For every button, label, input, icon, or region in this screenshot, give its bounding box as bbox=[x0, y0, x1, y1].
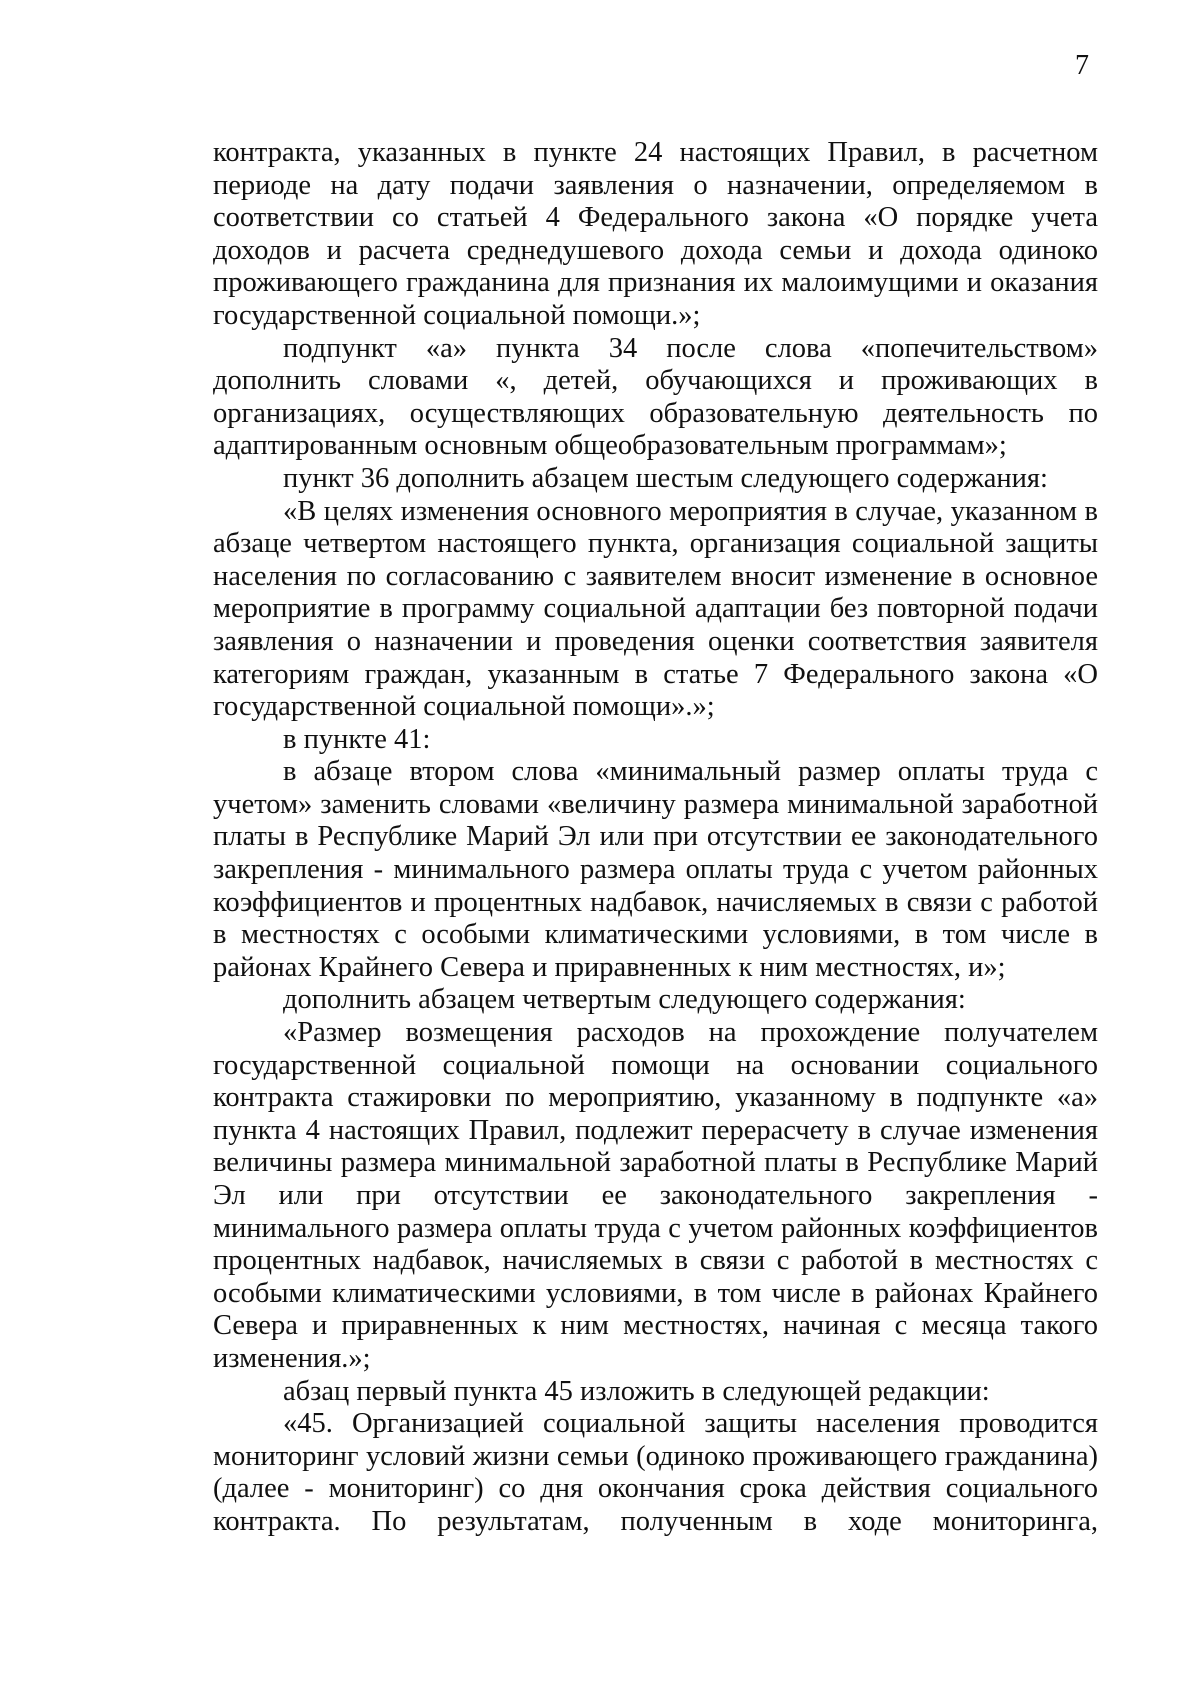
paragraph-1: контракта, указанных в пункте 24 настоящих Правил, в расчетном периоде на дату подачи заявления о назначении, определяемом в соответствии со статьей 4 Федерального закона «О порядке учета доходов и расчета среднедушевого дохода семьи и дохода одиноко проживающего гражданина для признания их малоимущими и оказания государственной социальной помощи.»; bbox=[213, 137, 1098, 331]
paragraph-10: «45. Организацией социальной защиты населения проводится мониторинг условий жизни семьи (одиноко проживающего гражданина) (далее - мониторинг) со дня окончания срока действия социального контракта. По результатам, полученным в ходе мониторинга, bbox=[213, 1408, 1098, 1537]
document-body bbox=[213, 137, 1098, 1539]
paragraph-2: подпункт «а» пункта 34 после слова «попечительством» дополнить словами «, детей, обучающихся и проживающих в организациях, осуществляющих образовательную деятельность по адаптированным основным общеобразовательным программам»; bbox=[213, 332, 1098, 462]
page-number: 7 bbox=[1075, 50, 1089, 81]
paragraph-5: в пункте 41: bbox=[283, 723, 431, 755]
paragraph-6: в абзаце втором слова «минимальный размер оплаты труда с учетом» заменить словами «величину размера минимальной заработной платы в Республике Марий Эл или при отсутствии ее законодательного закрепления - минимального размера оплаты труда с учетом районных коэффициентов и процентных надбавок, начисляемых в связи с работой в местностях с особыми климатическими условиями, в том числе в районах Крайнего Севера и приравненных к ним местностях, и»; bbox=[213, 756, 1098, 983]
paragraph-4: «В целях изменения основного мероприятия в случае, указанном в абзаце четвертом настоящего пункта, организация социальной защиты населения по согласованию с заявителем вносит изменение в основное мероприятие в программу социальной адаптации без повторной подачи заявления о назначении и проведения оценки соответствия заявителя категориям граждан, указанным в статье 7 Федерального закона «О государственной социальной помощи».»; bbox=[213, 495, 1098, 723]
paragraph-8: «Размер возмещения расходов на прохождение получателем государственной социальной помощи на основании социального контракта стажировки по мероприятию, указанному в подпункте «а» пункта 4 настоящих Правил, подлежит перерасчету в случае изменения величины размера минимальной заработной платы в Республике Марий Эл или при отсутствии ее законодательного закрепления - минимального размера оплаты труда с учетом районных коэффициентов процентных надбавок, начисляемых в связи с работой в местностях с особыми климатическими условиями, в том числе в районах Крайнего Севера и приравненных к ним местностях, начиная с месяца такого изменения.»; bbox=[213, 1017, 1098, 1374]
paragraph-9: абзац первый пункта 45 изложить в следующей редакции: bbox=[283, 1375, 990, 1407]
paragraph-7: дополнить абзацем четвертым следующего содержания: bbox=[283, 984, 966, 1016]
paragraph-3: пункт 36 дополнить абзацем шестым следующего содержания: bbox=[283, 462, 1048, 494]
